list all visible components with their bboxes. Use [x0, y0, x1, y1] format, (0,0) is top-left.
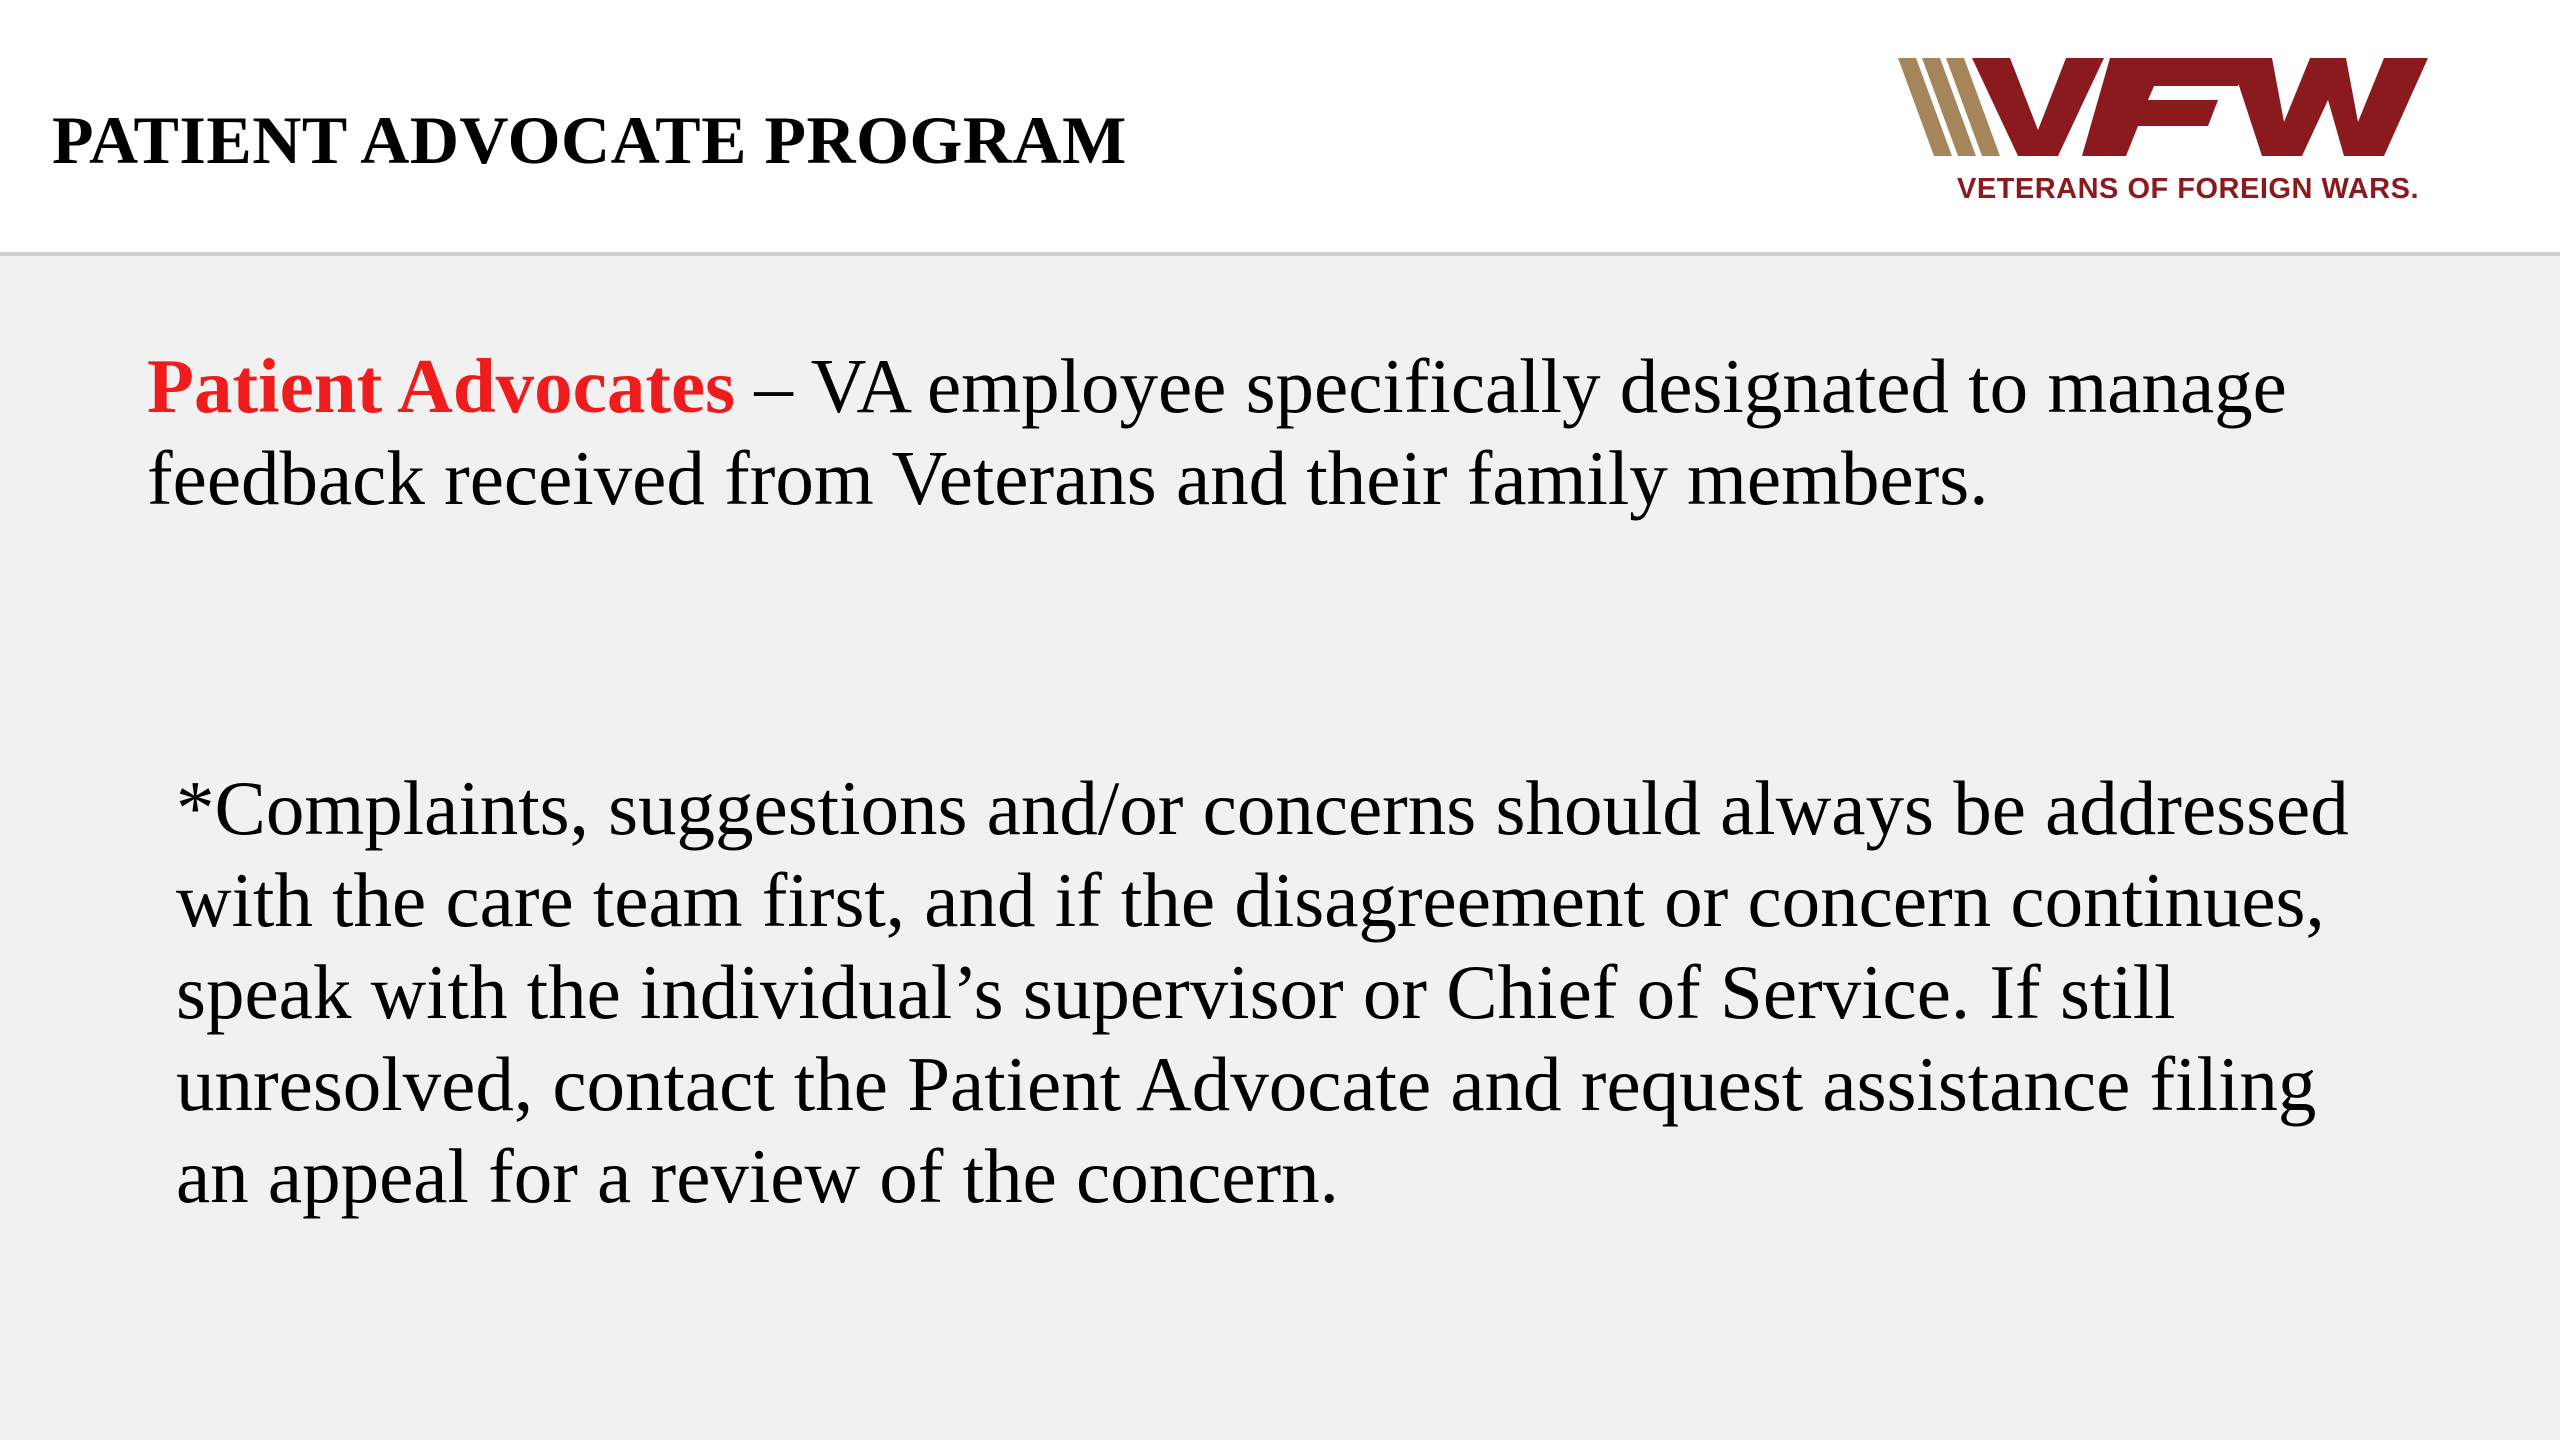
page-title: PATIENT ADVOCATE PROGRAM [52, 102, 1127, 178]
escalation-note: *Complaints, suggestions and/or concerns should always be addressed with the care team first, and if the disagreement or concern continues, speak with the individual’s supervisor or Chief of Service. If still unresolved, contact the Patient Advocate and request assistance filing an appeal for a review of the concern. [176, 765, 2349, 1219]
definition-text: – VA employee specifically designated to manage feedback received from Veterans and their family members. [147, 343, 2287, 521]
vfw-logo-mark [1898, 52, 2458, 172]
vfw-logo [1898, 52, 2458, 212]
definition-paragraph [147, 340, 2407, 524]
definition-term: Patient Advocates [147, 343, 736, 429]
vfw-logo-tagline: VETERANS OF FOREIGN WARS. [1956, 173, 2420, 205]
slide-header [0, 0, 2560, 256]
